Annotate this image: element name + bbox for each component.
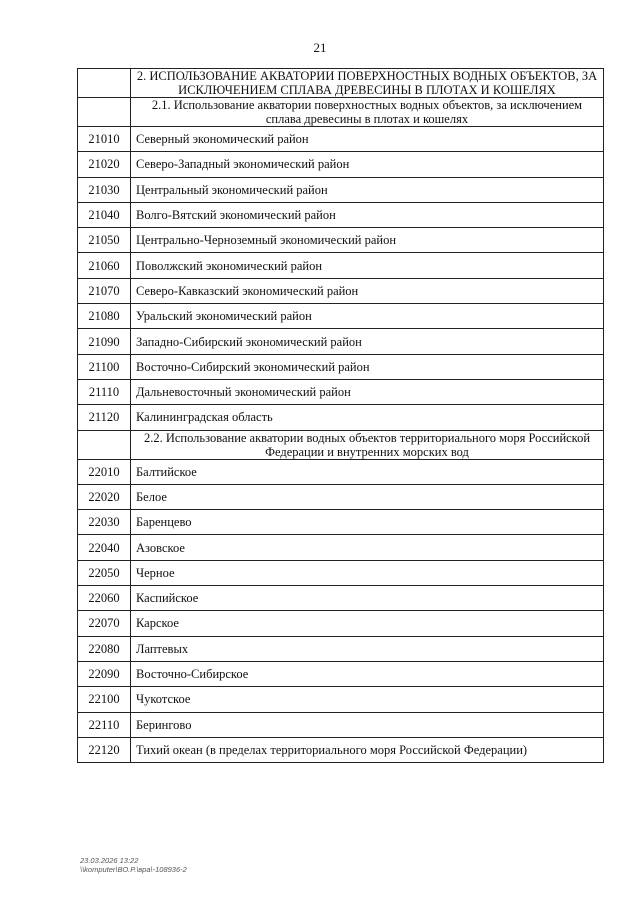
row-code: 22090	[78, 661, 131, 686]
row-code: 22110	[78, 712, 131, 737]
row-name: Каспийское	[131, 586, 604, 611]
row-code: 22050	[78, 560, 131, 585]
row-name: Северо-Кавказский экономический район	[131, 278, 604, 303]
table-row	[78, 379, 604, 404]
row-code: 21010	[78, 127, 131, 152]
table-row	[78, 560, 604, 585]
table-row	[78, 278, 604, 303]
row-name: Поволжский экономический район	[131, 253, 604, 278]
row-name: Калининградская область	[131, 405, 604, 430]
row-name: Восточно-Сибирский экономический район	[131, 354, 604, 379]
row-code: 22060	[78, 586, 131, 611]
footer-timestamp: 23.03.2026 13:22	[80, 856, 139, 865]
page-number: 21	[313, 40, 327, 55]
row-code: 21090	[78, 329, 131, 354]
row-code: 22100	[78, 687, 131, 712]
subsection-header-row	[78, 98, 604, 127]
row-code: 22120	[78, 737, 131, 762]
row-code: 21030	[78, 177, 131, 202]
row-name: Восточно-Сибирское	[131, 661, 604, 686]
table-row	[78, 459, 604, 484]
row-code: 22080	[78, 636, 131, 661]
table-row	[78, 329, 604, 354]
table-row	[78, 177, 604, 202]
row-code: 21060	[78, 253, 131, 278]
row-name: Белое	[131, 484, 604, 509]
table-row	[78, 127, 604, 152]
row-code: 22070	[78, 611, 131, 636]
subsection-1-title: 2.1. Использование акватории поверхностных водных объектов, за исключением сплава древесины в плотах и кошелях	[131, 98, 604, 127]
row-name: Дальневосточный экономический район	[131, 379, 604, 404]
row-code: 21020	[78, 152, 131, 177]
row-code: 21070	[78, 278, 131, 303]
table-row	[78, 712, 604, 737]
table-row	[78, 737, 604, 762]
row-code: 22030	[78, 510, 131, 535]
row-name: Северный экономический район	[131, 127, 604, 152]
row-name: Азовское	[131, 535, 604, 560]
row-name: Берингово	[131, 712, 604, 737]
table-row	[78, 611, 604, 636]
subsection-2-code-cell	[78, 430, 131, 459]
row-code: 21080	[78, 304, 131, 329]
table-row	[78, 152, 604, 177]
section-header-code-cell	[78, 69, 131, 98]
row-code: 21120	[78, 405, 131, 430]
table-row	[78, 202, 604, 227]
section-header-row	[78, 69, 604, 98]
row-name: Уральский экономический район	[131, 304, 604, 329]
table-row	[78, 354, 604, 379]
row-code: 22040	[78, 535, 131, 560]
table-row	[78, 484, 604, 509]
row-name: Тихий океан (в пределах территориального моря Российской Федерации)	[131, 737, 604, 762]
row-name: Карское	[131, 611, 604, 636]
section-title: 2. ИСПОЛЬЗОВАНИЕ АКВАТОРИИ ПОВЕРХНОСТНЫХ ВОДНЫХ ОБЪЕКТОВ, ЗА ИСКЛЮЧЕНИЕМ СПЛАВА ДРЕВЕСИНЫ В ПЛОТАХ И КОШЕЛЯХ	[131, 69, 604, 98]
row-name: Чукотское	[131, 687, 604, 712]
row-name: Баренцево	[131, 510, 604, 535]
subsection-2-title: 2.2. Использование акватории водных объектов территориального моря Российской Федерации и внутренних морских вод	[131, 430, 604, 459]
table-row	[78, 510, 604, 535]
row-code: 21100	[78, 354, 131, 379]
row-name: Черное	[131, 560, 604, 585]
row-name: Северо-Западный экономический район	[131, 152, 604, 177]
footer-file-path: \\komputer\ВО.Р.\вра\-108936-2	[80, 865, 187, 874]
row-code: 21040	[78, 202, 131, 227]
row-name: Западно-Сибирский экономический район	[131, 329, 604, 354]
table-row	[78, 253, 604, 278]
row-code: 22010	[78, 459, 131, 484]
table-row	[78, 304, 604, 329]
table-row	[78, 586, 604, 611]
row-name: Волго-Вятский экономический район	[131, 202, 604, 227]
table-row	[78, 636, 604, 661]
row-code: 22020	[78, 484, 131, 509]
table-row	[78, 228, 604, 253]
table-row	[78, 661, 604, 686]
row-name: Лаптевых	[131, 636, 604, 661]
table-row	[78, 405, 604, 430]
table-row	[78, 535, 604, 560]
document-footer	[80, 856, 187, 874]
row-code: 21110	[78, 379, 131, 404]
subsection-1-code-cell	[78, 98, 131, 127]
row-name: Центральный экономический район	[131, 177, 604, 202]
row-code: 21050	[78, 228, 131, 253]
row-name: Балтийское	[131, 459, 604, 484]
table-row	[78, 687, 604, 712]
row-name: Центрально-Черноземный экономический район	[131, 228, 604, 253]
subsection-header-row	[78, 430, 604, 459]
classification-table	[77, 68, 604, 763]
